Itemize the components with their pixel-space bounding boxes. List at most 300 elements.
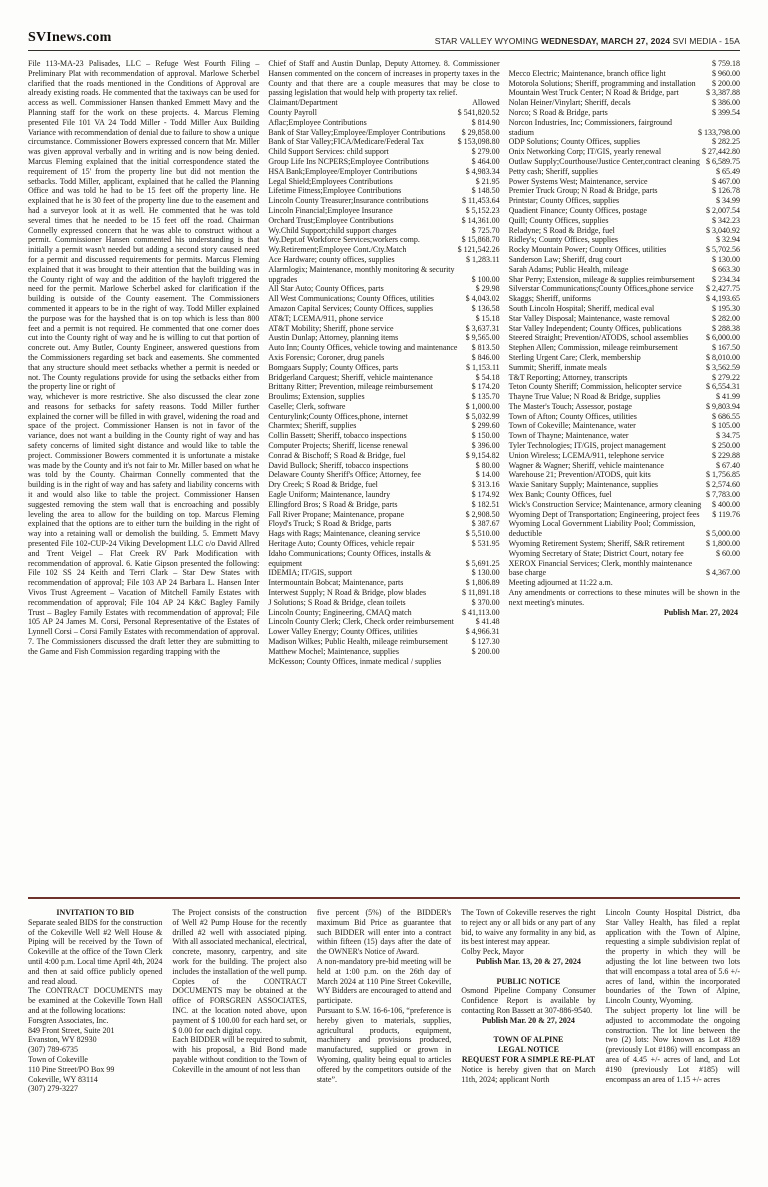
claim-row — [509, 461, 740, 471]
claim-description: Ellingford Bros; S Road & Bridge, parts — [268, 499, 398, 509]
claim-row — [268, 147, 499, 157]
notice-column-1 — [28, 908, 162, 1180]
claim-amount: $ 182.51 — [471, 499, 500, 509]
claims-table-header — [268, 98, 499, 108]
claim-row — [268, 245, 499, 255]
claim-description: Town of Cokeville; Maintenance, water — [508, 421, 636, 431]
notice-block: REQUEST FOR A SIMPLE RE-PLAT — [461, 1054, 595, 1064]
claim-row — [509, 118, 740, 138]
claim-row — [509, 98, 740, 108]
claim-description: Power Systems West; Maintenance, service — [508, 176, 648, 186]
claim-description: Lincoln County Clerk; Clerk, Check order reimbursement — [268, 617, 454, 627]
claim-description: Lincoln County Treasurer;Insurance contributions — [268, 196, 429, 206]
claim-description: Ridley's; County Offices, supplies — [508, 235, 618, 245]
notice-block: Notice is hereby given that on March 11th, 2024; applicant North — [461, 1064, 596, 1084]
masthead-date: WEDNESDAY, MARCH 27, 2024 — [540, 36, 671, 46]
claim-amount: $ 41,113.00 — [461, 607, 500, 617]
claim-amount: $ 135.70 — [471, 392, 500, 402]
claim-description: Wex Bank; County Offices, fuel — [508, 490, 612, 500]
claim-description: Axis Forensic; Coroner, drug panels — [268, 352, 385, 362]
notice-block: (307) 789-6735 — [28, 1045, 78, 1055]
claim-row — [268, 627, 499, 637]
claim-row — [268, 118, 499, 128]
claim-amount: $ 67.40 — [715, 460, 740, 470]
claim-row — [268, 206, 499, 216]
claim-amount: $ 130.00 — [471, 568, 500, 578]
claim-description: Auto Inn; County Offices, vehicle towing and maintenance — [268, 343, 458, 353]
claim-row — [268, 226, 499, 236]
claim-description: Onix Networking Corp; IT/GIS, yearly renewal — [508, 147, 662, 157]
claim-amount: $ 387.67 — [471, 519, 500, 529]
claim-description: Quadient Finance; County Offices, postage — [508, 205, 647, 215]
claim-amount: $ 386.00 — [711, 98, 740, 108]
claim-amount: $ 121,542.26 — [457, 245, 500, 255]
claim-row — [509, 324, 740, 334]
claim-description: Brittany Ritter; Prevention, mileage reimbursement — [268, 382, 433, 392]
claim-row — [268, 412, 499, 422]
claim-row — [268, 617, 499, 627]
claim-row — [509, 147, 740, 157]
minutes-section — [28, 59, 740, 891]
claim-description: Quill; County Offices, supplies — [508, 215, 609, 225]
claim-description: Warehouse 21; Prevention/ATODS, quit kits — [508, 470, 651, 480]
claim-amount: $ 229.88 — [711, 450, 740, 460]
claim-description: Bank of Star Valley;Employee/Employer Contributions — [268, 127, 446, 137]
claim-description: Norcon Industries, Inc; Commissioners, fairground stadium — [508, 117, 673, 137]
claim-amount: $ 1,000.00 — [465, 401, 500, 411]
claim-description: Aflac;Employee Contributions — [268, 117, 367, 127]
claims-header-label: Claimant/Department — [268, 98, 338, 108]
claim-row — [268, 392, 499, 402]
claim-description: Broulims; Extension, supplies — [268, 392, 365, 402]
claim-description: Ace Hardware; county offices, supplies — [268, 254, 395, 264]
claim-row — [268, 128, 499, 138]
claim-row — [509, 549, 740, 559]
claim-amount: $ 60.00 — [715, 548, 740, 558]
notice-block: The Town of Cokeville reserves the right to reject any or all bids or any part of any bid, to waive any formality in any bid, as its best interest may appear. — [461, 908, 596, 947]
claim-row — [509, 304, 740, 314]
claim-row — [268, 500, 499, 510]
claim-row — [509, 353, 740, 363]
claim-amount: $ 725.70 — [471, 225, 500, 235]
notice-block: Forsgren Associates, Inc. — [28, 1015, 109, 1025]
claim-description: Computer Projects; Sheriff, license renewal — [268, 441, 408, 451]
claim-description: Town of Thayne; Maintenance, water — [508, 431, 629, 441]
claim-amount: $ 14,361.00 — [461, 215, 500, 225]
claim-amount: $ 6,000.00 — [705, 333, 740, 343]
closing-line: Any amendments or corrections to these minutes will be shown in the next meeting's minutes. — [508, 588, 740, 607]
legal-notices-section — [28, 908, 740, 1180]
claim-amount: $ 195.30 — [711, 303, 740, 313]
claims-list-b — [509, 59, 740, 578]
claim-description: Lincoln County; Engineering, CMAQ match — [268, 607, 412, 617]
claim-row — [268, 578, 499, 588]
claim-description: Printstar; County Offices, supplies — [508, 196, 620, 206]
claim-amount: $ 9,565.00 — [465, 333, 500, 343]
claim-row — [509, 500, 740, 510]
publish-date-line: Publish Mar. 27, 2024 — [663, 607, 738, 617]
claim-description: Norco; S Road & Bridge, parts — [508, 107, 608, 117]
notice-block: INVITATION TO BID — [56, 908, 135, 917]
claim-amount: $ 174.92 — [471, 490, 500, 500]
claim-description: Alarmlogix; Maintenance, monthly monitoring & security upgrades — [268, 264, 455, 284]
claim-row — [509, 539, 740, 549]
claim-description: Intermountain Bobcat; Maintenance, parts — [268, 578, 404, 588]
claim-description: Wagner & Wagner; Sheriff, vehicle maintenance — [508, 460, 664, 470]
claim-description: T&T Reporting; Attorney, transcripts — [508, 372, 628, 382]
claim-description: Bank of Star Valley;FICA/Medicare/Federal Tax — [268, 137, 424, 147]
claim-row — [509, 157, 740, 167]
claim-amount: $ 813.50 — [471, 343, 500, 353]
claim-row — [268, 255, 499, 265]
claim-row — [268, 186, 499, 196]
claim-description: Town of Afton; County Offices, utilities — [508, 411, 637, 421]
claim-amount: $ 174.20 — [471, 382, 500, 392]
claim-row — [268, 363, 499, 373]
claim-description: Sterling Urgent Care; Clerk, membership — [508, 352, 641, 362]
claim-row — [268, 480, 499, 490]
claim-amount: $ 27,442.80 — [701, 147, 740, 157]
claim-row — [509, 79, 740, 89]
claim-description: Interwest Supply; N Road & Bridge, plow blades — [268, 588, 427, 598]
claim-amount: $ 133,798.00 — [697, 127, 740, 137]
notice-column-2 — [172, 908, 306, 1180]
claim-amount: $ 3,637.31 — [465, 323, 500, 333]
claim-amount: $ 4,043.02 — [465, 294, 500, 304]
claim-description: County Payroll — [268, 107, 317, 117]
claim-description: Silverstar Communications;County Offices,phone service — [508, 284, 694, 294]
claim-row — [268, 451, 499, 461]
claim-description: Bridgerland Carquest; Sheriff, vehicle maintenance — [268, 372, 433, 382]
claim-description: Austin Dunlap; Attorney, planning items — [268, 333, 399, 343]
notice-block: Copies of the CONTRACT DOCUMENTS may be obtained at the office of FORSGREN ASSOCIATES, INC. at the location noted above, upon payment of $ 100.00 for each hard set, or $ 0.00 for each digital copy. — [172, 976, 307, 1035]
claim-row — [268, 177, 499, 187]
claim-row — [268, 108, 499, 118]
claim-amount: $ 2,908.50 — [465, 509, 500, 519]
claim-description: Madison Wilkes; Public Health, mileage reimbursement — [268, 637, 448, 647]
claim-row — [509, 59, 740, 69]
claim-row — [509, 412, 740, 422]
claim-description: Steered Straight; Prevention/ATODS, school assemblies — [508, 333, 689, 343]
claim-row — [268, 657, 499, 667]
notice-block: Evanston, WY 82930 — [28, 1035, 97, 1045]
minutes-paragraph: File 113-MA-23 Palisades, LLC – Refuge West Fourth Filing – Preliminary Plat with recommendation of approval. Marlowe Scherbel clarified that the roads mentioned in the Conditions of Approval are already existing roads. He commented that the taxiways can be used for access as well. Commissioner Hansen thanked Emmett Mavy and the Planning staff for the work on these projects. 4. Marcus Fleming presented File 101 VA 24 Todd Miller - Todd Miller Aux Building Variance with recommendation of denial due to failure to show a unique circumstance. Commissioner Bowers expressed concern that Mr. Miller was given approval verbally and in writing and is now being denied. Marcus Fleming explained that the initial correspondence stated the requirement of 15' from the property line but did not mention the setbacks. Todd Miller, applicant, explained that he called the Planning Office and was told he had to be 15 feet off the property line. He explained that he is 30 feet of the property line due to the easement and had a surveyor look at it as well. He commented that he was told several times that he needed to be 15 feet off the road. Chairman Connelly expressed concern that he was able to construct without a permit. Commissioner Hansen commented his understanding is that initially a permit wasn't needed but adding a second story caused need for a permit and discussed requirements for permits. Marcus Fleming explained that it was brought to their attention that the building was in the County right of way and the addition of the hayloft triggered the need for the permit. Marlowe Scherbel asked for clarification if the building is outside of the County easement. The Commissioners commented it appears to be in the right of way. Todd Miller explained the purpose was for the hayshed that is on top which is less than 800 feet and a permit is not required. He commented that one corner does cut into the County right of way and he is willing to cut that portion of concrete out. Amy Butler, County Engineer, answered questions from the Commissioners regarding set back and easements. She commented that any structure should meet setbacks whether a permit is needed or not. The County regulations provide for using the setbacks either from the property line or right of — [28, 59, 260, 392]
notice-column-4 — [461, 908, 595, 1180]
claim-row — [509, 441, 740, 451]
claim-amount: $ 1,800.00 — [705, 539, 740, 549]
claims-list-a — [268, 108, 499, 666]
claim-row — [509, 186, 740, 196]
claim-row — [268, 431, 499, 441]
claim-amount: $ 148.50 — [471, 186, 500, 196]
claim-row — [509, 510, 740, 520]
claim-row — [268, 647, 499, 657]
claim-row — [509, 226, 740, 236]
minutes-paragraph: way, whichever is more restrictive. She also discussed the clear zone and reasons for setbacks for safety reasons. Todd Miller further explained the corner will be filled in with gravel, widening the road and space of the project. Commissioner Hansen is not in favor of the variance, does not want a building in the County right of way and has safety concerns of limited sight distance and would like to table the project. Commissioner Bowers commented it is unfortunate a mistake was made by the County and it's not fair to Mr. Miller based on what he was told by the County. Chairman Connelly commented that the building is in the right of way and has safety and liability concerns with it and would also like to table the project. Commissioner Hansen suggested removing the stem wall that is encroaching and possibly leveling the area to allow for the building on top. Marcus Fleming explained that the options are to either turn the building in the right of way into a retaining wall or demolish the building. 5. Emmett Mavy presented File 102-CUP-24 Viking Development LLC c/o David Allred and Trent Veigel – Flat Creek RV Park Modification with recommendation of approval. 6. Katie Gipson presented the following: File 102 SS 24 Keith and Terri Clark – Star Dew States with recommendation of approval; File 103 AP 24 Barbara L. Hansen Inter Vivos Trust Agreement – Vacation of Mitchell Family Estates with recommendation of approval; File 104 AP 24 K&C Bagley Family Trust – Bagley Family Estates with recommendation of approval; File 105 AP 24 James M. Corsi, Personal Representative of the Estates of Lynnell Corsi – Corsi Family Estates with recommendation of approval. 7. The Commissioners discussed the draft letter they are submitting to the Game and Fish Commission regarding trapping with the — [28, 392, 260, 656]
claim-row — [509, 343, 740, 353]
claim-amount: $ 1,283.11 — [465, 254, 500, 264]
masthead-dateline — [435, 36, 740, 46]
claim-amount: $ 279.00 — [471, 147, 500, 157]
claim-description: Lower Valley Energy; County Offices, utilities — [268, 627, 418, 637]
claim-amount: $ 282.25 — [711, 137, 740, 147]
claim-row — [268, 216, 499, 226]
claim-description: McKesson; County Offices, inmate medical / supplies — [268, 656, 442, 666]
claim-description: Floyd's Truck; S Road & Bridge, parts — [268, 519, 392, 529]
claim-amount: $ 399.54 — [711, 107, 740, 117]
claim-description: Lincoln Financial;Employee Insurance — [268, 205, 393, 215]
claim-description: Motorola Solutions; Sheriff, programming and installation — [508, 78, 696, 88]
notice-block: (307) 279-3227 — [28, 1084, 78, 1094]
claim-amount: $ 200.00 — [471, 646, 500, 656]
claim-description: Sanderson Law; Sheriff, drug court — [508, 254, 622, 264]
claim-description: Reladyne; S Road & Bridge, fuel — [508, 225, 615, 235]
claim-row — [509, 402, 740, 412]
notice-block: The Project consists of the construction of Well #2 Pump House for the recently drilled #2 well with associated piping. With all associated mechanical, electrical, concrete, masonry, carpentry, and site work for the building. The project also includes the installation of the well pump. — [172, 908, 307, 976]
claim-description: Star Valley Disposal; Maintenance, waste removal — [508, 313, 670, 323]
claim-description: Orchard Trust;Employee Contributions — [268, 215, 394, 225]
claim-row — [268, 637, 499, 647]
claim-row — [268, 196, 499, 206]
claim-description: Wyoming Retirement System; Sheriff, S&R retirement — [508, 539, 685, 549]
claim-row — [268, 441, 499, 451]
claim-amount: $ 200.00 — [711, 78, 740, 88]
claim-amount: $ 467.00 — [711, 176, 740, 186]
claim-description: Wyoming Dept of Transportation; Engineering, project fees — [508, 509, 700, 519]
claim-amount: $ 167.50 — [711, 343, 740, 353]
notice-block: TOWN OF ALPINE — [493, 1035, 564, 1045]
claim-row — [268, 157, 499, 167]
claim-amount: $ 370.00 — [471, 597, 500, 607]
claim-row — [268, 549, 499, 569]
claim-row — [509, 167, 740, 177]
minutes-intro-paragraph: Chief of Staff and Austin Dunlap, Deputy Attorney. 8. Commissioner Hansen commented on the concern of increases in property taxes in the County and that there are a couple measures that may be close to passing legislation that would help with property tax relief. — [268, 59, 500, 98]
claim-amount: $ 234.34 — [711, 274, 740, 284]
claim-description: Thayne True Value; N Road & Bridge, supplies — [508, 392, 661, 402]
claim-amount: $ 9,154.82 — [465, 450, 500, 460]
claim-row — [509, 245, 740, 255]
claim-amount: $ 105.00 — [711, 421, 740, 431]
claim-amount: $ 282.00 — [711, 313, 740, 323]
claim-description: Skaggs; Sheriff, uniforms — [508, 294, 591, 304]
claim-amount: $ 41.99 — [715, 392, 740, 402]
claim-row — [268, 568, 499, 578]
claim-row — [268, 314, 499, 324]
claim-row — [268, 333, 499, 343]
claim-amount: $ 299.60 — [471, 421, 500, 431]
claim-row — [268, 539, 499, 549]
claim-description: All Star Auto; County Offices, parts — [268, 284, 384, 294]
claim-row — [509, 490, 740, 500]
notice-block: Pursuant to S.W. 16-6-106, “preference is hereby given to materials, supplies, agricultural products, equipment, machinery and provisions produced, manufactured, supplied or grown in Wyoming, quality being equal to articles offered by the competitors outside of the state”. — [316, 1005, 452, 1084]
claim-amount: $ 960.00 — [711, 68, 740, 78]
claim-amount: $ 400.00 — [711, 499, 740, 509]
claim-amount: $ 11,891.18 — [461, 588, 500, 598]
claim-amount: $ 11,453.64 — [461, 196, 500, 206]
claim-amount: $ 153,098.80 — [457, 137, 500, 147]
masthead-region: STAR VALLEY WYOMING — [434, 36, 541, 46]
claim-row — [509, 216, 740, 226]
claim-amount: $ 2,427.75 — [705, 284, 740, 294]
claim-row — [268, 373, 499, 383]
claim-description: Group Life Ins NCPERS;Employee Contributions — [268, 156, 429, 166]
claim-row — [268, 284, 499, 294]
claim-amount: $ 4,983.34 — [465, 166, 500, 176]
claim-row — [268, 519, 499, 529]
claim-amount: $ 34.75 — [715, 431, 740, 441]
claim-description: Sarah Adams; Public Health, mileage — [508, 264, 629, 274]
notice-block: Each BIDDER will be required to submit, with his proposal, a Bid Bond made payable without condition to the Town of Cokeville in the amount of not less than — [172, 1035, 307, 1074]
claim-row — [268, 167, 499, 177]
claim-description: All West Communications; County Offices, utilities — [268, 294, 435, 304]
claim-description: Wy.Child Support;child support charges — [268, 225, 397, 235]
claim-row — [268, 294, 499, 304]
claim-description: Tyler Technologies; IT/GIS, project management — [508, 441, 666, 451]
claim-row — [268, 304, 499, 314]
claim-description: Wick's Construction Service; Maintenance, armory cleaning — [508, 499, 702, 509]
claim-row — [509, 451, 740, 461]
claim-description: Mountain West Truck Center; N Road & Bridge, part — [508, 88, 679, 98]
claim-amount: $ 4,367.00 — [705, 568, 740, 578]
notice-block: Osmond Pipeline Company Consumer Confidence Report is available by contacting Ron Bassett at 307-886-9540. — [461, 986, 596, 1015]
site-name: SVInews.com — [28, 30, 112, 45]
claim-amount: $ 686.55 — [711, 411, 740, 421]
claim-description: Wyoming Secretary of State; District Court, notary fee — [508, 548, 684, 558]
claim-row — [509, 373, 740, 383]
claim-description: Premier Truck Group; N Road & Bridge, parts — [508, 186, 658, 196]
claim-description: Fall River Propane; Maintenance, propane — [268, 509, 405, 519]
masthead — [28, 30, 740, 46]
notice-block: The CONTRACT DOCUMENTS may be examined at the Cokeville Town Hall and at the following locations: — [28, 986, 163, 1015]
claim-row — [268, 265, 499, 285]
claim-amount: $ 5,702.56 — [705, 245, 740, 255]
claim-amount: $ 1,756.85 — [705, 470, 740, 480]
claim-row — [509, 255, 740, 265]
claim-amount: $ 150.00 — [471, 431, 500, 441]
claim-row — [268, 343, 499, 353]
notice-column-3 — [317, 908, 451, 1180]
claim-description: David Bullock; Sheriff, tobacco inspections — [268, 460, 409, 470]
masthead-edition: SVI MEDIA - 15A — [670, 36, 740, 46]
minutes-column-1 — [28, 59, 259, 891]
claim-description: Idaho Communications; County Offices, installs & equipment — [268, 548, 432, 568]
notice-block: Lincoln County Hospital District, dba Star Valley Health, has filed a replat application with the Town of Alpine, requesting a simple subdivision replat of the property in which they will be adjusting the lot line between two lots that will encompass a total area of 5.6 +/- acres of land, within the incorporated boundaries of the Town of Alpine, Lincoln County, Wyoming. — [605, 908, 740, 1006]
claim-amount: $ 5,152.23 — [465, 205, 500, 215]
minutes-closing — [509, 578, 740, 607]
claim-row — [268, 402, 499, 412]
notice-block: The subject property lot line will be adjusted to accommodate the ongoing construction. The lot line between the two (2) lots: Now known as Lot #189 (previously Lot #186) will encompass an area of 4.45 +/- acres of land, and Lot #190 (previously Lot #185) will encompass an area of 1.15 +/- acres — [605, 1005, 740, 1084]
claim-amount: $ 663.30 — [711, 264, 740, 274]
claim-description: Conrad & Bischoff; S Road & Bridge, fuel — [268, 450, 406, 460]
claim-row — [509, 382, 740, 392]
claim-description: Legal Shield;Employees Contributions — [268, 176, 393, 186]
claim-row — [268, 588, 499, 598]
notice-block: LEGAL NOTICE — [497, 1045, 559, 1055]
claim-description: Eagle Uniform; Maintenance, laundry — [268, 490, 391, 500]
claim-amount: $ 21.95 — [475, 176, 500, 186]
claim-description: Nolan Heiner/Vinylart; Sheriff, decals — [508, 98, 631, 108]
claim-amount: $ 15.18 — [475, 313, 500, 323]
claim-row — [509, 333, 740, 343]
claim-amount: $ 8,010.00 — [705, 352, 740, 362]
claim-description: XEROX Financial Services; Clerk, monthly maintenance base charge — [508, 558, 693, 578]
claim-amount: $ 6,589.75 — [705, 156, 740, 166]
notice-block: Cokeville, WY 83114 — [28, 1074, 98, 1084]
claim-amount: $ 136.58 — [471, 303, 500, 313]
claim-amount: $ 313.16 — [471, 480, 500, 490]
claim-amount: $ 3,562.59 — [705, 362, 740, 372]
claim-amount: $ 34.99 — [715, 196, 740, 206]
notice-block: PUBLIC NOTICE — [496, 976, 561, 986]
claim-amount: $ 4,193.65 — [705, 294, 740, 304]
claim-description: South Lincoln Hospital; Sheriff, medical eval — [508, 303, 655, 313]
claim-row — [268, 324, 499, 334]
claim-amount: $ 5,000.00 — [705, 529, 740, 539]
claim-description: Dry Creek; S Road & Bridge, fuel — [268, 480, 378, 490]
claim-description: Outlaw Supply;Courthouse/Justice Center,contract cleaning — [508, 156, 700, 166]
claim-row — [509, 177, 740, 187]
claim-description: Petty cash; Sheriff, supplies — [508, 166, 598, 176]
claim-row — [268, 598, 499, 608]
claim-description: ODP Solutions; County Offices, supplies — [508, 137, 640, 147]
claim-amount: $ 119.76 — [712, 509, 740, 519]
claim-description: Charmtex; Sheriff, supplies — [268, 421, 357, 431]
claim-amount: $ 396.00 — [471, 441, 500, 451]
claim-description: Child Support Services: child support — [268, 147, 389, 157]
claim-amount: $ 65.49 — [715, 166, 740, 176]
claim-amount: $ 29.98 — [475, 284, 500, 294]
claim-amount: $ 15,868.70 — [461, 235, 500, 245]
claim-description: Bomgaars Supply; County Offices, parts — [268, 362, 399, 372]
claim-amount: $ 54.18 — [475, 372, 500, 382]
claim-amount: $ 250.00 — [711, 441, 740, 451]
claim-row — [268, 382, 499, 392]
claim-description: Shar Perry; Extension, mileage & supplies reimbursement — [508, 274, 695, 284]
claim-amount: $ 7,783.00 — [705, 490, 740, 500]
claim-row — [509, 206, 740, 216]
claim-row — [509, 284, 740, 294]
claim-description: Wy.Retirement;Employee Cont./Cty.Match — [268, 245, 407, 255]
claim-description: Union Wireless; LCEMA/911, telephone service — [508, 450, 665, 460]
claim-description: Hags with Rags; Maintenance, cleaning service — [268, 529, 421, 539]
claim-amount: $ 6,554.31 — [705, 382, 740, 392]
claim-row — [268, 529, 499, 539]
closing-line: Meeting adjourned at 11:22 a.m. — [508, 578, 613, 588]
claim-amount: $ 1,153.11 — [465, 362, 500, 372]
claim-amount: $ 288.38 — [711, 323, 740, 333]
claim-row — [509, 108, 740, 118]
claim-amount: $ 814.90 — [471, 117, 500, 127]
claim-row — [509, 69, 740, 79]
claim-amount: $ 3,040.92 — [705, 225, 740, 235]
claim-amount: $ 29,858.00 — [461, 127, 500, 137]
claim-row — [509, 559, 740, 579]
claim-amount: $ 5,510.00 — [465, 529, 500, 539]
claim-row — [509, 519, 740, 539]
claim-description: Wyoming Local Government Liability Pool; Commission, deductible — [508, 519, 696, 539]
claim-row — [509, 431, 740, 441]
claim-description: Matthew Mochel; Maintenance, supplies — [268, 646, 399, 656]
claim-row — [509, 480, 740, 490]
claim-amount: $ 32.94 — [715, 235, 740, 245]
claim-description: AT&T; LCEMA/911, phone service — [268, 313, 384, 323]
claim-description: Waxie Sanitary Supply; Maintenance, supplies — [508, 480, 658, 490]
claim-amount: $ 3,387.88 — [705, 88, 740, 98]
claim-row — [268, 510, 499, 520]
claim-amount: $ 4,966.31 — [465, 627, 500, 637]
claim-description: Heritage Auto; County Offices, vehicle repair — [268, 539, 415, 549]
claims-header-amount: Allowed — [472, 98, 500, 108]
